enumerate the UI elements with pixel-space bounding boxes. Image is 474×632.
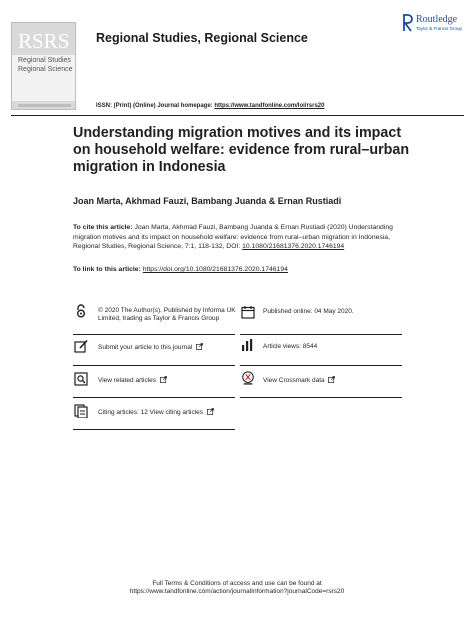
cover-footer-bar: [18, 104, 71, 107]
article-title: Understanding migration motives and its impact on household welfare: evidence from rural–urban migration in Indonesia: [73, 125, 410, 175]
external-link-icon: [328, 376, 335, 383]
calendar-icon: [241, 305, 255, 319]
crossmark-icon: [241, 371, 255, 385]
grid-divider: [73, 397, 235, 398]
citation-block: [73, 223, 403, 252]
footer-line-1: Full Terms & Conditions of access and use can be found at: [152, 580, 322, 587]
grid-divider: [240, 334, 402, 335]
bar-chart-icon: [241, 338, 255, 352]
link-label: To link to this article:: [73, 266, 141, 273]
grid-divider: [73, 365, 235, 366]
grid-divider: [73, 334, 235, 335]
submit-article-label: Submit your article to this journal: [98, 344, 193, 351]
submit-edit-icon: [74, 339, 88, 353]
issn-label: ISSN: (Print) (Online) Journal homepage:: [96, 103, 213, 109]
citing-articles-link[interactable]: [98, 408, 214, 417]
header-divider: [11, 115, 464, 116]
issn-line: [96, 103, 324, 109]
related-articles-label: View related articles: [98, 377, 157, 384]
related-articles-link[interactable]: [98, 376, 167, 385]
journal-homepage-link[interactable]: https://www.tandfonline.com/loi/rsrs20: [214, 103, 325, 109]
routledge-r-icon: [402, 14, 413, 32]
open-access-icon: [74, 304, 88, 318]
external-link-icon: [160, 376, 167, 383]
crossmark-label: View Crossmark data: [263, 377, 325, 384]
grid-divider: [240, 365, 402, 366]
grid-divider: [240, 397, 402, 398]
journal-name[interactable]: Regional Studies, Regional Science: [96, 31, 308, 45]
cover-title-2: Regional Science: [18, 66, 73, 73]
citing-articles-label: Citing articles: 12 View citing articles: [98, 409, 204, 416]
article-views: Article views: 8544: [263, 343, 318, 350]
publisher-name: Routledge: [416, 14, 458, 25]
article-link-line: [73, 266, 288, 273]
cite-text: Joan Marta, Akhmad Fauzi, Bambang Juanda & Ernan Rustiadi (2020) Understanding migration motives and its impact on household welfare: evidence from rural–urban migration in Indonesia, Regional Studies, Regional Science, 7:1, 118-132, DOI:: [73, 224, 393, 251]
external-link-icon: [196, 343, 203, 350]
related-articles-icon: [74, 372, 88, 386]
citing-articles-icon: [74, 404, 88, 418]
publisher-subtitle: Taylor & Francis Group: [416, 26, 463, 31]
crossmark-link[interactable]: [263, 376, 335, 385]
copyright-notice: © 2020 The Author(s). Published by Informa UK Limited, trading as Taylor & Francis Group: [98, 307, 236, 323]
cite-label: To cite this article:: [73, 224, 133, 231]
article-authors: Joan Marta, Akhmad Fauzi, Bambang Juanda & Ernan Rustiadi: [73, 196, 342, 206]
article-doi-url[interactable]: https://doi.org/10.1080/21681376.2020.1746194: [142, 266, 288, 273]
footer-terms: [0, 580, 474, 596]
grid-divider: [73, 429, 235, 430]
journal-cover-thumbnail: [11, 22, 76, 110]
published-date: Published online: 04 May 2020.: [263, 308, 354, 315]
footer-terms-link[interactable]: https://www.tandfonline.com/action/journalInformation?journalCode=rsrs20: [129, 588, 345, 596]
cover-logo: RSRS: [18, 29, 70, 53]
doi-link[interactable]: 10.1080/21681376.2020.1746194: [242, 243, 345, 251]
publisher-logo: [402, 14, 462, 34]
cover-title-1: Regional Studies: [18, 57, 71, 64]
external-link-icon: [207, 408, 214, 415]
submit-article-link[interactable]: [98, 343, 203, 352]
